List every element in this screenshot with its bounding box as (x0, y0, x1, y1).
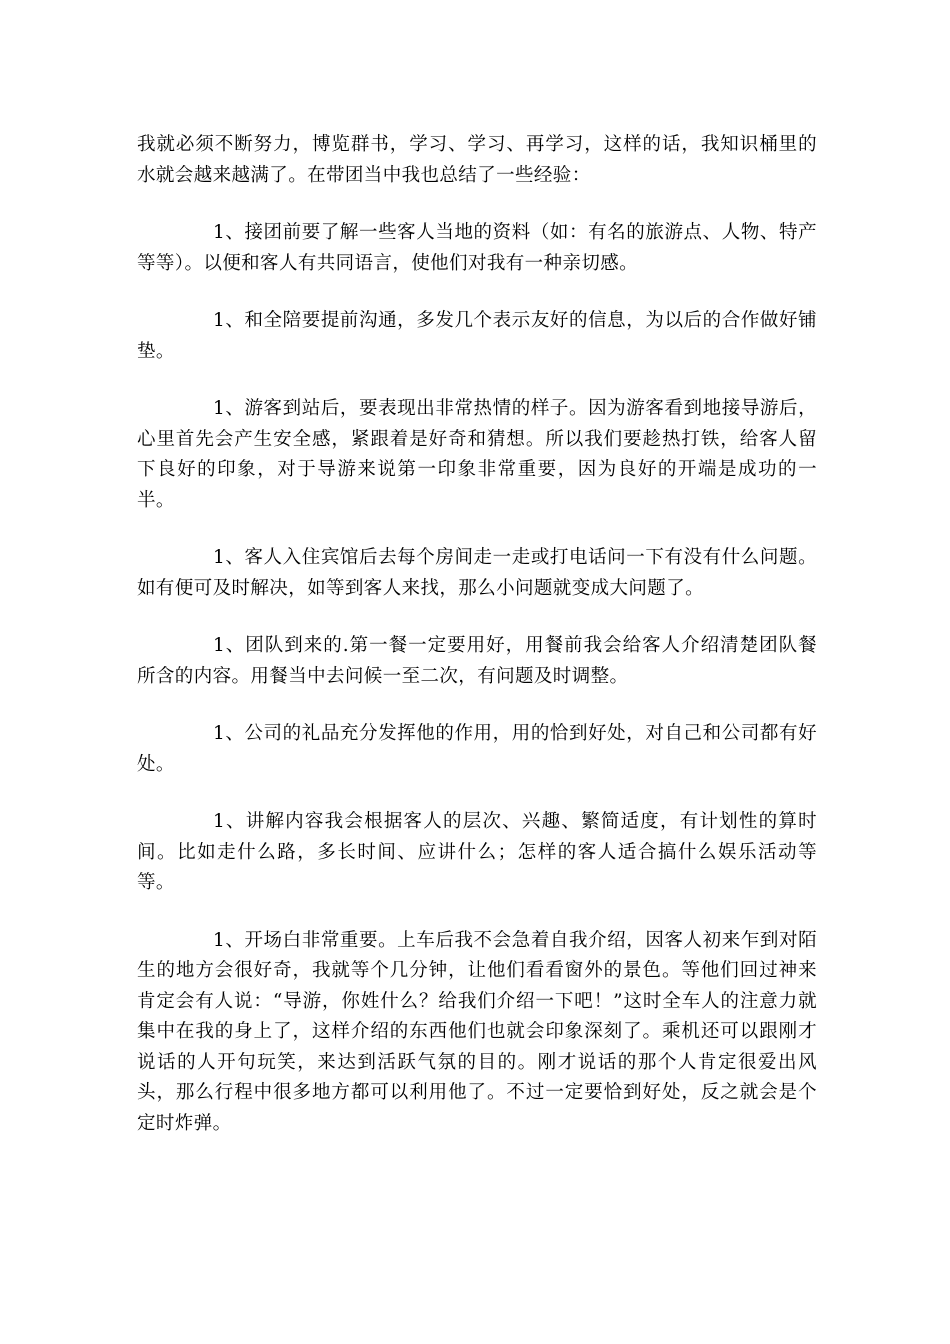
paragraph-tip-3: 1、游客到站后，要表现出非常热情的样子。因为游客看到地接导游后，心里首先会产生安全感，紧跟着是好奇和猜想。所以我们要趁热打铁，给客人留下良好的印象，对于导游来说第一印象非常重要，因为良好的开端是成功的一半。 (137, 398, 817, 511)
paragraph-tip-4: 1、客人入住宾馆后去每个房间走一走或打电话问一下有没有什么问题。如有便可及时解决，如等到客人来找，那么小问题就变成大问题了。 (137, 547, 817, 599)
paragraph-tip-1: 1、接团前要了解一些客人当地的资料（如：有名的旅游点、人物、特产等等）。以便和客人有共同语言，使他们对我有一种亲切感。 (137, 222, 817, 274)
document-body (137, 130, 817, 1166)
paragraph-tip-2: 1、和全陪要提前沟通，多发几个表示友好的信息，为以后的合作做好铺垫。 (137, 310, 817, 362)
paragraph-tip-7: 1、讲解内容我会根据客人的层次、兴趣、繁简适度，有计划性的算时间。比如走什么路，多长时间、应讲什么；怎样的客人适合搞什么娱乐活动等等。 (137, 811, 817, 893)
paragraph-intro: 我就必须不断努力，博览群书，学习、学习、再学习，这样的话，我知识桶里的水就会越来越满了。在带团当中我也总结了一些经验： (137, 134, 817, 186)
paragraph-tip-6: 1、公司的礼品充分发挥他的作用，用的恰到好处，对自己和公司都有好处。 (137, 723, 817, 775)
paragraph-tip-5: 1、团队到来的.第一餐一定要用好，用餐前我会给客人介绍清楚团队餐所含的内容。用餐当中去问候一至二次，有问题及时调整。 (137, 635, 817, 687)
paragraph-tip-8: 1、开场白非常重要。上车后我不会急着自我介绍，因客人初来乍到对陌生的地方会很好奇，我就等个几分钟，让他们看看窗外的景色。等他们回过神来肯定会有人说：“导游，你姓什么？给我们介绍一下吧！”这时全车人的注意力就集中在我的身上了，这样介绍的东西他们也就会印象深刻了。乘机还可以跟刚才说话的人开句玩笑，来达到活跃气氛的目的。刚才说话的那个人肯定很爱出风头，那么行程中很多地方都可以利用他了。不过一定要恰到好处，反之就会是个定时炸弹。 (137, 929, 817, 1134)
